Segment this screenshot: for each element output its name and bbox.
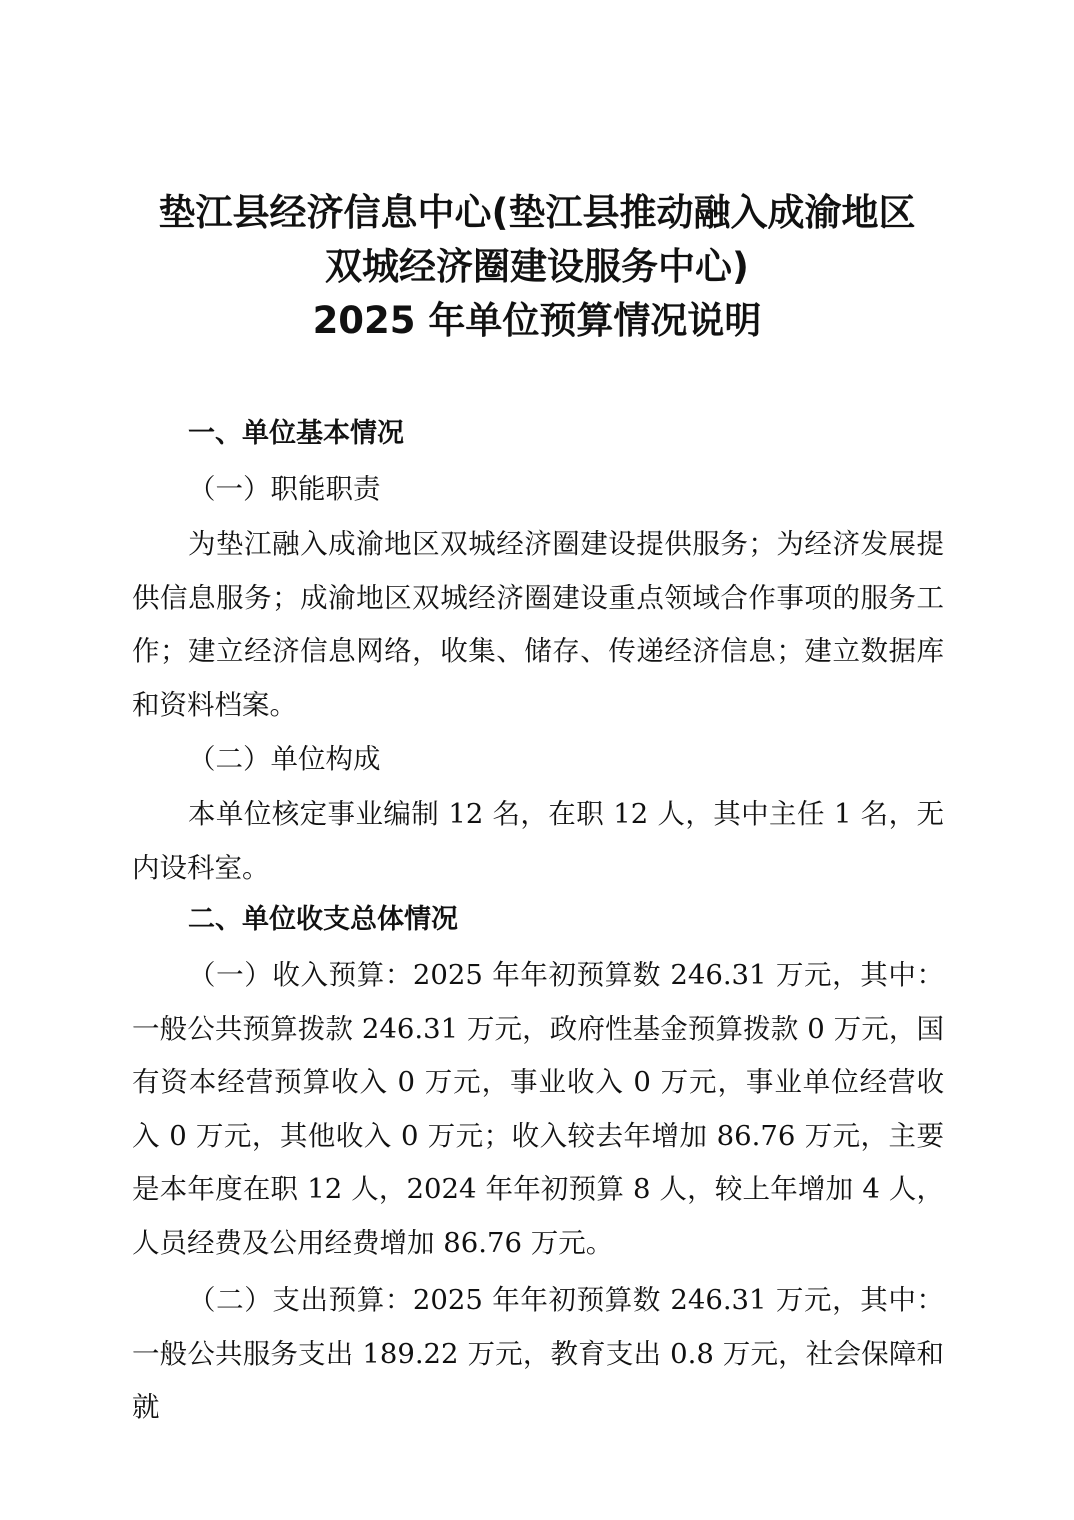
duties-paragraph (132, 518, 944, 732)
expenditure-budget-text: （二）支出预算：2025 年年初预算数 246.31 万元，其中：一般公共服务支出 189.22 万元，教育支出 0.8 万元，社会保障和就 (132, 1284, 944, 1423)
title-line-2: 双城经济圈建设服务中心) (325, 245, 749, 288)
subheading-composition: （二）单位构成 (188, 743, 381, 775)
subheading-duties: （一）职能职责 (188, 473, 381, 505)
income-budget-text: （一）收入预算：2025 年年初预算数 246.31 万元，其中：一般公共预算拨款 246.31 万元，政府性基金预算拨款 0 万元，国有资本经营预算收入 0 万元，事业收入 0 万元，事业单位经营收入 0 万元，其他收入 0 万元；收入较去年增加 86.76 万元，主要是本年度在职 12 人，2024 年年初预算 8 人，较上年增加 4 人，人员经费及公用经费增加 86.76 万元。 (132, 959, 944, 1259)
expenditure-budget-paragraph (132, 1274, 944, 1435)
title-line-1: 垫江县经济信息中心(垫江县推动融入成渝地区 (158, 191, 916, 234)
income-budget-paragraph (132, 949, 944, 1270)
section-heading-budget-overview: 二、单位收支总体情况 (188, 904, 458, 935)
duties-text: 为垫江融入成渝地区双城经济圈建设提供服务；为经济发展提供信息服务；成渝地区双城经济圈建设重点领域合作事项的服务工作；建立经济信息网络，收集、储存、传递经济信息；建立数据库和资料档案。 (132, 528, 944, 721)
composition-text: 本单位核定事业编制 12 名，在职 12 人，其中主任 1 名，无内设科室。 (132, 798, 944, 884)
composition-paragraph (132, 788, 944, 895)
document-title (90, 186, 984, 348)
section-heading-basic-info: 一、单位基本情况 (188, 418, 404, 449)
title-line-3: 2025 年单位预算情况说明 (312, 299, 762, 342)
